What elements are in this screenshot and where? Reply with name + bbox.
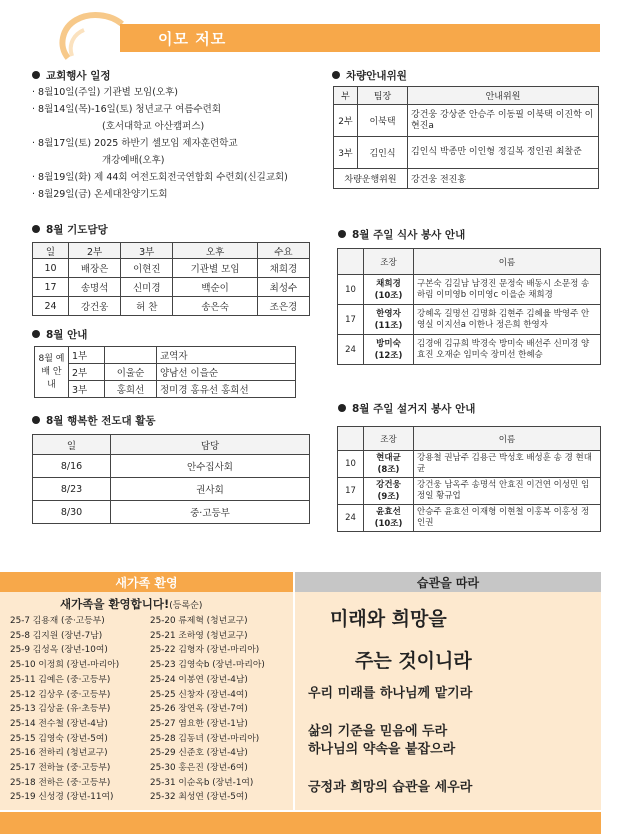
- bullet-icon: [32, 416, 40, 424]
- table-row: [338, 305, 601, 335]
- cell: 허 찬: [121, 297, 173, 316]
- list-item: 25-9 김성옥 (장년-10여): [10, 645, 108, 656]
- cell: 백순이: [173, 278, 257, 297]
- list-item: 25-28 김동녀 (장년-마리아): [150, 733, 260, 744]
- bullet-icon: [338, 404, 346, 412]
- cell: 최성수: [257, 278, 309, 297]
- bullet-icon: [32, 225, 40, 233]
- welcome-note: (등록순): [169, 601, 203, 611]
- cell: 강혜옥 길명선 김명화 김현주 김혜율 박영주 안영실 이지선a 이한나 정은희 한영자: [414, 305, 601, 335]
- leader-name: 채희경: [376, 278, 401, 289]
- table-row: [338, 335, 601, 365]
- cell: 차량운행위원: [334, 169, 408, 189]
- cell: 8/16: [33, 455, 111, 478]
- cell: 2부: [69, 364, 105, 381]
- event-item: · 8월17일(토) 2025 하반기 셀모임 제자훈련학교: [32, 138, 238, 149]
- table-header-row: [33, 435, 310, 455]
- habit-verse-line1: 미래와 희망을: [330, 608, 447, 630]
- table-row: [334, 169, 599, 189]
- header-cell: 조장: [364, 427, 414, 451]
- list-item: 25-17 전하늘 (중·고등부): [10, 763, 111, 774]
- list-item: 25-30 홍은진 (장년-6여): [150, 763, 248, 774]
- cell: 강건웅 전진홍: [408, 169, 599, 189]
- cell: 17: [33, 278, 69, 297]
- welcome-list-right: [150, 614, 265, 805]
- cell: 구본숙 김길남 남경진 문정숙 배동시 소문정 송하림 이미영b 이미영c 이을순 채희경: [414, 275, 601, 305]
- group-number: (12조): [374, 350, 403, 361]
- dish-table: [337, 426, 601, 532]
- parking-table: [333, 86, 599, 189]
- list-item: 25-25 신창자 (장년-4여): [150, 689, 248, 700]
- cell: 3부: [69, 381, 105, 398]
- events-list: [32, 84, 288, 203]
- header-cell: [338, 249, 364, 275]
- habit-line: 하나님의 약속을 붙잡으라: [308, 742, 456, 757]
- group-number: (9조): [377, 492, 400, 502]
- evangel-heading: 8월 행복한 전도대 활동: [32, 413, 156, 428]
- cell: 송명석: [69, 278, 121, 297]
- header-cell: [338, 427, 364, 451]
- cell: 정미경 홍유선 홍희선: [157, 381, 296, 398]
- cell: 이현진: [121, 259, 173, 278]
- list-item: 25-29 신준호 (장년-4남): [150, 748, 248, 759]
- cell: 김인식: [358, 137, 408, 169]
- leader-name: 한영자: [376, 308, 401, 319]
- cell: [364, 305, 414, 335]
- bullet-icon: [32, 330, 40, 338]
- list-item: 25-8 김지원 (장년-7남): [10, 630, 103, 641]
- cell: 채희경: [257, 259, 309, 278]
- cell: 교역자: [157, 347, 296, 364]
- list-item: 25-20 류제혁 (청년교구): [150, 616, 248, 626]
- header-cell: 수요: [257, 243, 309, 259]
- prayer-heading: 8월 기도담당: [32, 222, 108, 237]
- list-item: 25-19 신성경 (장년-11여): [10, 792, 114, 803]
- cell: 1부: [69, 347, 105, 364]
- table-row: [35, 347, 296, 364]
- event-item: · 8월14일(목)-16일(토) 청년교구 여름수련회: [32, 104, 222, 115]
- habit-banner-title: 습관을 따라: [416, 576, 480, 590]
- cell: 강용철 권남주 김용근 박성호 배성훈 송 경 현대균: [414, 451, 601, 478]
- table-row: [33, 259, 310, 278]
- table-row: [35, 381, 296, 398]
- cell: 안승주 윤효선 이재형 이현철 이홍복 이홍성 정인권: [414, 505, 601, 532]
- cell: 10: [338, 451, 364, 478]
- bullet-icon: [32, 71, 40, 79]
- leader-name: 윤효선: [376, 507, 401, 517]
- list-item: 25-22 김형자 (장년-마리아): [150, 645, 260, 656]
- cell: [364, 478, 414, 505]
- habit-line: 삶의 기준을 믿음에 두라: [308, 724, 448, 739]
- leader-name: 방미숙: [376, 338, 401, 349]
- cell: 강건웅 남옥주 송명석 안효진 이건연 이성민 임정일 황규업: [414, 478, 601, 505]
- cell: 배장은: [69, 259, 121, 278]
- list-item: 25-10 이정희 (장년-마리아): [10, 660, 120, 671]
- dish-heading: 8월 주일 설거지 봉사 안내: [338, 401, 475, 416]
- cell: 8/30: [33, 501, 111, 524]
- page-title: 이모 저모: [158, 30, 227, 48]
- list-item: 25-7 김용재 (중·고등부): [10, 616, 105, 626]
- header-cell: 일: [33, 435, 111, 455]
- events-heading: 교회행사 일정: [32, 68, 111, 83]
- bullet-icon: [338, 230, 346, 238]
- list-item: 25-13 김상윤 (유·초등부): [10, 704, 111, 715]
- cell: 홍희선: [105, 381, 157, 398]
- guide-label: 8월 예배 안내: [35, 347, 69, 398]
- group-number: (11조): [374, 320, 403, 331]
- event-item: (호서대학교 아산캠퍼스): [102, 121, 205, 132]
- cell: 김경애 김규희 박경숙 방미숙 배선주 신미경 양효진 오재순 임미숙 장미선 한혜승: [414, 335, 601, 365]
- list-item: 25-21 조하영 (청년교구): [150, 630, 248, 641]
- header-cell: 팀장: [358, 87, 408, 105]
- event-item: · 8월10일(주일) 기관별 모임(오후): [32, 87, 178, 98]
- header-cell: 부: [334, 87, 358, 105]
- header-cell: 일: [33, 243, 69, 259]
- table-row: [33, 455, 310, 478]
- table-header-row: [338, 249, 601, 275]
- leader-name: 현대균: [376, 453, 401, 463]
- habit-line: 우리 미래를 하나님께 맡기라: [308, 686, 473, 701]
- cell: 기관별 모임: [173, 259, 257, 278]
- cell: 안수집사회: [111, 455, 310, 478]
- table-row: [35, 364, 296, 381]
- welcome-heading: [60, 596, 202, 612]
- header-cell: 담당: [111, 435, 310, 455]
- cell: 3부: [334, 137, 358, 169]
- cell: [364, 451, 414, 478]
- meal-heading: 8월 주일 식사 봉사 안내: [338, 227, 465, 242]
- list-item: 25-11 김예은 (중·고등부): [10, 674, 111, 685]
- cell: 강건웅: [69, 297, 121, 316]
- group-number: (10조): [374, 519, 403, 529]
- welcome-banner-title: 새가족 환영: [115, 576, 178, 590]
- cell: 양남선 이을순: [157, 364, 296, 381]
- list-item: 25-31 이순옥b (장년-1여): [150, 777, 254, 788]
- cell: 강건웅 강상준 안승주 이동필 이북택 이진학 이현진a: [408, 105, 599, 137]
- event-item: · 8월19일(화) 제 44회 여전도회전국연합회 수련회(신길교회): [32, 172, 288, 183]
- cell: 24: [33, 297, 69, 316]
- cell: [105, 347, 157, 364]
- header-cell: 이름: [414, 249, 601, 275]
- cell: 24: [338, 505, 364, 532]
- cell: 권사회: [111, 478, 310, 501]
- group-number: (8조): [377, 465, 400, 475]
- cell: 이울순: [105, 364, 157, 381]
- table-row: [338, 478, 601, 505]
- cell: 10: [338, 275, 364, 305]
- header-cell: 조장: [364, 249, 414, 275]
- cell: [364, 275, 414, 305]
- header-cell: 오후: [173, 243, 257, 259]
- list-item: 25-26 장연옥 (장년-7여): [150, 704, 248, 715]
- cell: 김인식 박종만 이인형 정길복 정인권 최찰준: [408, 137, 599, 169]
- cell: 이북택: [358, 105, 408, 137]
- bullet-icon: [332, 71, 340, 79]
- cell: 17: [338, 305, 364, 335]
- table-header-row: [338, 427, 601, 451]
- header-cell: 2부: [69, 243, 121, 259]
- cell: 10: [33, 259, 69, 278]
- table-row: [338, 505, 601, 532]
- table-row: [334, 137, 599, 169]
- event-item: · 8월29일(금) 온세대찬양기도회: [32, 189, 168, 200]
- parking-heading: 차량안내위원: [332, 68, 407, 83]
- list-item: 25-32 최성연 (장년-5여): [150, 792, 248, 803]
- cell: 송은숙: [173, 297, 257, 316]
- welcome-list-left: [10, 614, 119, 805]
- cell: 중·고등부: [111, 501, 310, 524]
- table-row: [33, 278, 310, 297]
- list-item: 25-15 김영숙 (장년-5여): [10, 733, 108, 744]
- welcome-heading-text: 새가족을 환영합니다!: [60, 597, 170, 611]
- list-item: 25-23 김영숙b (장년-마리아): [150, 660, 265, 671]
- header-decoration-icon: [38, 6, 128, 62]
- cell: 신미경: [121, 278, 173, 297]
- table-row: [33, 501, 310, 524]
- header-cell: 이름: [414, 427, 601, 451]
- header-cell: 3부: [121, 243, 173, 259]
- meal-table: [337, 248, 601, 365]
- cell: 2부: [334, 105, 358, 137]
- header-cell: 안내위원: [408, 87, 599, 105]
- guide-heading: 8월 안내: [32, 327, 87, 342]
- cell: 8/23: [33, 478, 111, 501]
- cell: 17: [338, 478, 364, 505]
- cell: [364, 505, 414, 532]
- cell: 조은경: [257, 297, 309, 316]
- group-number: (10조): [374, 290, 403, 301]
- footer-bar: [0, 812, 601, 834]
- list-item: 25-24 이봉연 (장년-4남): [150, 674, 248, 685]
- list-item: 25-14 전수철 (장년-4남): [10, 718, 108, 729]
- evangel-table: [32, 434, 310, 524]
- guide-table: [34, 346, 296, 398]
- list-item: 25-27 염요한 (장년-1남): [150, 718, 248, 729]
- table-header-row: [334, 87, 599, 105]
- list-item: 25-18 전하은 (중·고등부): [10, 777, 111, 788]
- list-item: 25-16 전하리 (청년교구): [10, 748, 108, 759]
- table-row: [338, 451, 601, 478]
- event-item: 개강예배(오후): [102, 155, 165, 166]
- habit-line: 긍정과 희망의 습관을 세우라: [308, 780, 473, 795]
- leader-name: 강건웅: [376, 480, 401, 490]
- cell: [364, 335, 414, 365]
- list-item: 25-12 김상우 (중·고등부): [10, 689, 111, 700]
- table-header-row: [33, 243, 310, 259]
- table-row: [33, 478, 310, 501]
- cell: 24: [338, 335, 364, 365]
- table-row: [334, 105, 599, 137]
- prayer-table: [32, 242, 310, 316]
- table-row: [338, 275, 601, 305]
- habit-verse-line2: 주는 것이니라: [355, 650, 472, 672]
- table-row: [33, 297, 310, 316]
